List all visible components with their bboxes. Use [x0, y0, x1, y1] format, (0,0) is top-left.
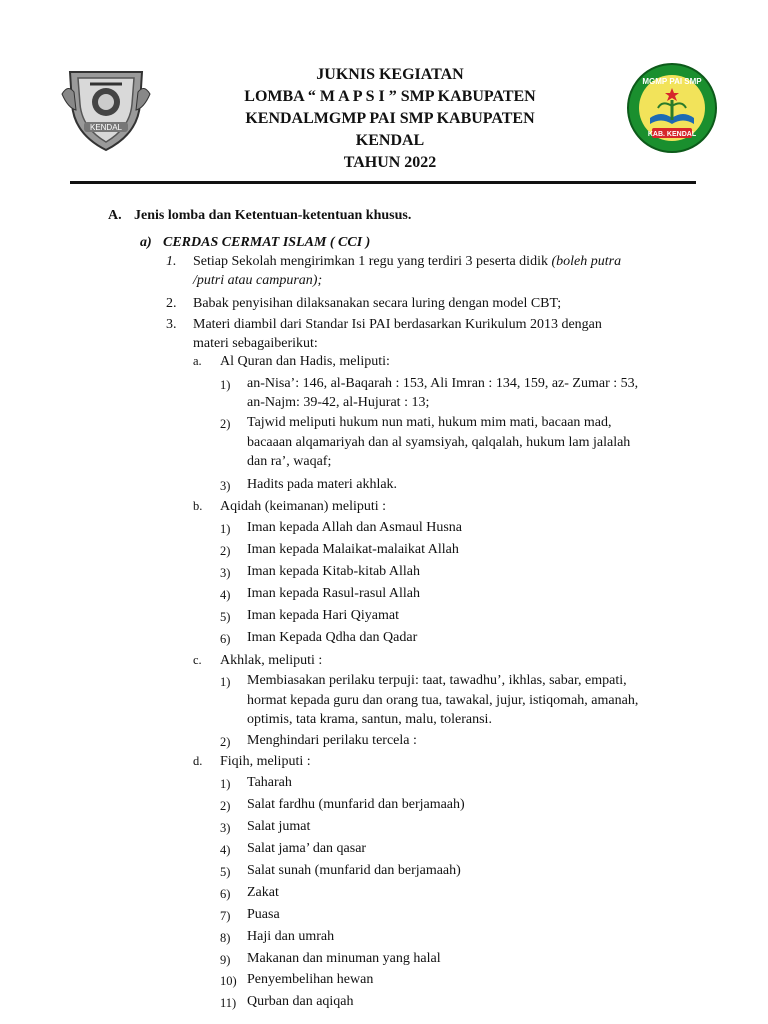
svg-text:KENDAL: KENDAL: [89, 123, 123, 132]
sub-label: Aqidah (keimanan) meliputi :: [220, 499, 387, 514]
item-text-continued: materi sebagaiberikut:: [193, 336, 318, 351]
sub-marker: b.: [193, 499, 203, 513]
point-text-continued: dan ra’, waqaf;: [247, 454, 332, 469]
title-line: JUKNIS KEGIATAN: [316, 66, 464, 83]
point-number: 6): [220, 632, 231, 646]
point-number: 1): [220, 522, 231, 536]
point-text: Iman kepada Kitab-kitab Allah: [247, 564, 420, 579]
point-number: 10): [220, 974, 237, 988]
item-text: Materi diambil dari Standar Isi PAI berdasarkan Kurikulum 2013 dengan: [193, 317, 602, 332]
point-number: 1): [220, 675, 231, 689]
point-text: Penyembelihan hewan: [247, 972, 374, 987]
point-number: 3): [220, 479, 231, 493]
sub-label: Akhlak, meliputi :: [220, 653, 323, 668]
point-number: 5): [220, 865, 231, 879]
point-text: Menghindari perilaku tercela :: [247, 733, 417, 748]
point-text: Iman kepada Hari Qiyamat: [247, 608, 399, 623]
point-text-continued: an-Najm: 39-42, al-Hujurat : 13;: [247, 395, 430, 410]
svg-text:MGMP PAI SMP: MGMP PAI SMP: [642, 77, 702, 86]
point-text: Haji dan umrah: [247, 929, 335, 944]
sub-marker: c.: [193, 653, 202, 667]
point-number: 11): [220, 996, 237, 1010]
subsection-marker: a): [140, 235, 152, 250]
section-heading: Jenis lomba dan Ketentuan-ketentuan khusus.: [134, 208, 412, 223]
mgmp-pai-logo: [626, 62, 718, 154]
point-text-continued: optimis, tata krama, santun, malu, toleransi.: [247, 712, 492, 727]
sub-marker: a.: [193, 354, 202, 368]
item-text-italic: (boleh putra: [551, 254, 622, 269]
point-text: an-Nisa’: 146, al-Baqarah : 153, Ali Imran : 134, 159, az- Zumar : 53,: [247, 376, 639, 391]
point-text: Iman kepada Rasul-rasul Allah: [247, 586, 421, 601]
sub-label: Fiqih, meliputi :: [220, 754, 311, 769]
point-text: Salat jama’ dan qasar: [247, 841, 367, 856]
subsection-heading: CERDAS CERMAT ISLAM ( CCI ): [163, 235, 371, 250]
point-number: 2): [220, 544, 231, 558]
point-number: 2): [220, 417, 231, 431]
section-marker: A.: [108, 208, 122, 223]
title-line: LOMBA “ M A P S I ” SMP KABUPATEN: [244, 88, 536, 105]
kendal-regency-logo: [60, 64, 152, 154]
point-text-continued: hormat kepada guru dan orang tua, tawakal, jujur, istiqomah, amanah,: [247, 693, 639, 708]
point-number: 5): [220, 610, 231, 624]
point-number: 8): [220, 931, 231, 945]
point-text: Salat fardhu (munfarid dan berjamaah): [247, 797, 465, 812]
title-line: KENDALMGMP PAI SMP KABUPATEN: [245, 110, 535, 127]
point-text-continued: bacaaan alqamariyah dan al syamsiyah, qalqalah, hukum lam jalalah: [247, 435, 631, 450]
item-text-part: Setiap Sekolah mengirimkan 1 regu yang terdiri 3 peserta didik: [193, 254, 552, 269]
point-text: Taharah: [247, 775, 292, 790]
item-text: Babak penyisihan dilaksanakan secara luring dengan model CBT;: [193, 296, 562, 311]
point-number: 9): [220, 953, 231, 967]
point-text: Zakat: [247, 885, 279, 900]
point-number: 3): [220, 566, 231, 580]
header-divider: [70, 181, 696, 184]
point-number: 1): [220, 777, 231, 791]
sub-marker: d.: [193, 754, 203, 768]
item-number: 2.: [166, 296, 177, 311]
item-number: 1.: [166, 254, 177, 269]
point-text: Tajwid meliputi hukum nun mati, hukum mim mati, bacaan mad,: [247, 415, 612, 430]
point-number: 2): [220, 799, 231, 813]
document-title: [170, 64, 610, 174]
point-text: Makanan dan minuman yang halal: [247, 951, 441, 966]
point-number: 3): [220, 821, 231, 835]
point-text: Iman Kepada Qdha dan Qadar: [247, 630, 418, 645]
point-text: Membiasakan perilaku terpuji: taat, tawadhu’, ikhlas, sabar, empati,: [247, 673, 627, 688]
point-text: Salat sunah (munfarid dan berjamaah): [247, 863, 461, 878]
item-number: 3.: [166, 317, 177, 332]
point-text: Salat jumat: [247, 819, 311, 834]
sub-label: Al Quran dan Hadis, meliputi:: [220, 354, 390, 369]
item-text: [193, 252, 621, 271]
title-line: TAHUN 2022: [343, 154, 437, 171]
svg-text:KAB. KENDAL: KAB. KENDAL: [647, 131, 697, 138]
point-number: 2): [220, 735, 231, 749]
point-number: 1): [220, 378, 231, 392]
point-text: Puasa: [247, 907, 280, 922]
point-number: 6): [220, 887, 231, 901]
point-text: Qurban dan aqiqah: [247, 994, 354, 1009]
point-number: 4): [220, 588, 231, 602]
point-text: Iman kepada Allah dan Asmaul Husna: [247, 520, 463, 535]
point-text: Iman kepada Malaikat-malaikat Allah: [247, 542, 459, 557]
point-number: 7): [220, 909, 231, 923]
point-text: Hadits pada materi akhlak.: [247, 477, 398, 492]
point-number: 4): [220, 843, 231, 857]
item-text-continued: /putri atau campuran);: [193, 273, 323, 288]
title-line: KENDAL: [355, 132, 425, 149]
